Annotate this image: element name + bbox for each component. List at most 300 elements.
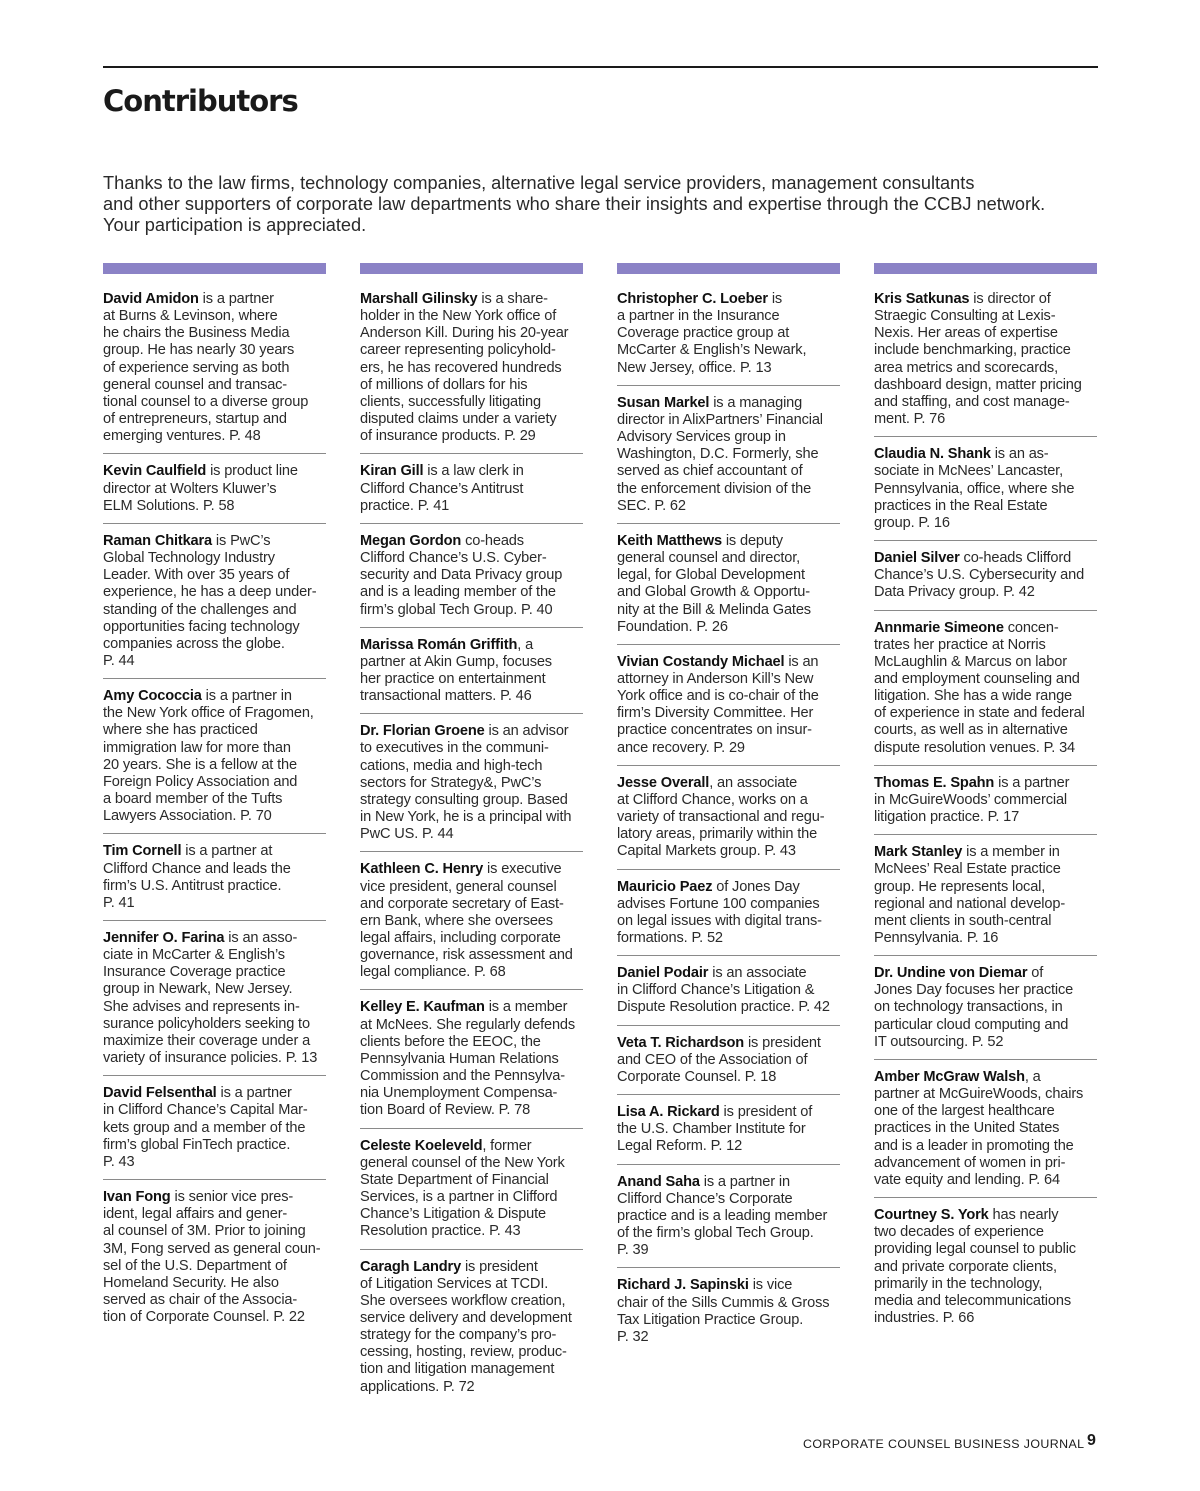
bio-line bbox=[103, 291, 326, 308]
bio-line bbox=[874, 775, 1097, 792]
bio-line: one of the largest healthcare bbox=[874, 1103, 1055, 1120]
bio-line: the enforcement division of the bbox=[617, 480, 812, 497]
bio-line: strategy for the company’s pro- bbox=[360, 1327, 557, 1344]
column-accent-bar bbox=[103, 263, 326, 274]
bio-line: of the firm’s global Tech Group. bbox=[617, 1225, 814, 1242]
contributor-entry bbox=[360, 291, 583, 445]
contributor-name: Veta T. Richardson bbox=[617, 1034, 745, 1051]
bio-line: in New York, he is a principal with bbox=[360, 809, 572, 826]
bio-text: is president of bbox=[719, 1104, 813, 1121]
bio-line: sociate in McNees’ Lancaster, bbox=[874, 463, 1063, 480]
contributor-entry bbox=[874, 610, 1097, 757]
bio-line: litigation. She has a wide range bbox=[874, 688, 1073, 705]
contributor-bio bbox=[103, 1189, 326, 1326]
contributor-entry bbox=[617, 291, 840, 377]
contributor-entry bbox=[360, 1128, 583, 1241]
page-title: Contributors bbox=[103, 84, 298, 118]
bio-line bbox=[617, 1035, 840, 1052]
bio-line: latory areas, primarily within the bbox=[617, 826, 818, 843]
column-accent-bar bbox=[360, 263, 583, 274]
contributor-entry bbox=[103, 523, 326, 670]
contributor-entry bbox=[103, 1179, 326, 1326]
bio-line: career representing policyhold- bbox=[360, 342, 556, 359]
bio-line: he chairs the Business Media bbox=[103, 325, 290, 342]
bio-line: ment. P. 76 bbox=[874, 411, 946, 428]
bio-text: of bbox=[1027, 965, 1044, 982]
bio-line: Chance’s Litigation & Dispute bbox=[360, 1206, 547, 1223]
bio-line: Homeland Security. He also bbox=[103, 1274, 279, 1291]
bio-line: group. P. 16 bbox=[874, 514, 950, 531]
contributor-entry bbox=[360, 713, 583, 843]
bio-text: is a member in bbox=[962, 844, 1060, 861]
bio-line bbox=[360, 1138, 583, 1155]
bio-line: cessing, hosting, review, produc- bbox=[360, 1344, 567, 1361]
contributor-entry bbox=[103, 920, 326, 1067]
bio-line: at McNees. She regularly defends bbox=[360, 1016, 576, 1033]
bio-text: is vice bbox=[748, 1277, 793, 1294]
bio-line bbox=[103, 930, 326, 947]
bio-line: general counsel of the New York bbox=[360, 1154, 565, 1171]
top-rule bbox=[103, 66, 1098, 68]
bio-line: dispute resolution venues. P. 34 bbox=[874, 739, 1076, 756]
contributors-column-2 bbox=[360, 263, 583, 1396]
bio-line: group. He has nearly 30 years bbox=[103, 342, 295, 359]
bio-line: of experience in state and federal bbox=[874, 705, 1085, 722]
bio-line: litigation practice. P. 17 bbox=[874, 809, 1020, 826]
contributor-bio bbox=[874, 620, 1097, 757]
contributor-name: Annmarie Simeone bbox=[874, 619, 1004, 636]
contributor-entry bbox=[360, 523, 583, 619]
bio-line: Clifford Chance’s Corporate bbox=[617, 1190, 793, 1207]
bio-line: of experience serving as both bbox=[103, 359, 290, 376]
contributor-name: Jennifer O. Farina bbox=[103, 930, 225, 946]
bio-line: two decades of experience bbox=[874, 1224, 1044, 1241]
bio-text: is an bbox=[784, 653, 819, 670]
contributor-entry bbox=[617, 523, 840, 636]
bio-line bbox=[360, 999, 583, 1016]
bio-text: is product line bbox=[206, 463, 298, 480]
bio-line: York office and is co-chair of the bbox=[617, 688, 819, 705]
bio-line: media and telecommunications bbox=[874, 1292, 1071, 1309]
contributor-bio bbox=[617, 291, 840, 377]
contributor-entry bbox=[617, 1164, 840, 1260]
bio-line: strategy consulting group. Based bbox=[360, 791, 568, 808]
bio-line: to executives in the communi- bbox=[360, 740, 549, 757]
bio-line: Foundation. P. 26 bbox=[617, 618, 728, 635]
bio-line: sel of the U.S. Department of bbox=[103, 1257, 287, 1274]
bio-line: security and Data Privacy group bbox=[360, 567, 563, 584]
bio-line bbox=[360, 291, 583, 308]
contributor-bio bbox=[617, 395, 840, 515]
contributor-entry bbox=[360, 989, 583, 1119]
bio-line: Chance’s U.S. Cybersecurity and bbox=[874, 567, 1085, 584]
contributors-column-1 bbox=[103, 263, 326, 1326]
contributor-entry bbox=[874, 1197, 1097, 1327]
bio-line: Commission and the Pennsylva- bbox=[360, 1068, 565, 1085]
bio-line: primarily in the technology, bbox=[874, 1275, 1043, 1292]
bio-line: group in Newark, New Jersey. bbox=[103, 981, 293, 998]
contributor-bio bbox=[617, 775, 840, 861]
bio-line bbox=[874, 965, 1097, 982]
bio-line: tional counsel to a diverse group bbox=[103, 393, 309, 410]
bio-line: particular cloud computing and bbox=[874, 1016, 1069, 1033]
bio-line bbox=[617, 1174, 840, 1191]
bio-line: chair of the Sills Cummis & Gross bbox=[617, 1294, 830, 1311]
bio-line: where she has practiced bbox=[103, 722, 258, 739]
bio-line: transactional matters. P. 46 bbox=[360, 688, 532, 705]
bio-line: applications. P. 72 bbox=[360, 1378, 475, 1395]
bio-line: legal, for Global Development bbox=[617, 567, 805, 584]
bio-line: 20 years. She is a fellow at the bbox=[103, 756, 297, 773]
bio-line: experience, he has a deep under- bbox=[103, 584, 317, 601]
bio-line: clients, successfully litigating bbox=[360, 393, 541, 410]
contributor-name: Mauricio Paez bbox=[617, 878, 713, 895]
contributor-name: Jesse Overall bbox=[617, 774, 710, 791]
bio-text: is a partner bbox=[994, 774, 1070, 791]
bio-text: is an asso- bbox=[224, 930, 298, 946]
bio-line bbox=[103, 843, 326, 860]
bio-line: practice. P. 41 bbox=[360, 497, 450, 514]
bio-line bbox=[874, 1069, 1097, 1086]
contributor-bio bbox=[874, 446, 1097, 532]
contributor-entry bbox=[617, 1025, 840, 1086]
contributor-bio bbox=[874, 1207, 1097, 1327]
bio-line: Clifford Chance’s Antitrust bbox=[360, 480, 524, 497]
bio-line: P. 41 bbox=[103, 894, 135, 911]
bio-line: Foreign Policy Association and bbox=[103, 773, 298, 790]
bio-line bbox=[874, 550, 1097, 567]
bio-text: is an as- bbox=[990, 446, 1049, 463]
contributor-entry bbox=[874, 291, 1097, 428]
bio-line: include benchmarking, practice bbox=[874, 342, 1071, 359]
contributor-name: Daniel Podair bbox=[617, 965, 709, 982]
contributor-bio bbox=[874, 775, 1097, 826]
contributor-bio bbox=[874, 965, 1097, 1051]
contributor-bio bbox=[617, 1104, 840, 1155]
bio-line: Anderson Kill. During his 20-year bbox=[360, 325, 569, 342]
bio-line: maximize their coverage under a bbox=[103, 1032, 311, 1049]
bio-line: advises Fortune 100 companies bbox=[617, 895, 820, 912]
bio-line: a partner in the Insurance bbox=[617, 308, 780, 325]
bio-text: is a partner in bbox=[699, 1173, 790, 1190]
contributor-bio bbox=[874, 1069, 1097, 1189]
contributor-entry bbox=[617, 385, 840, 515]
contributor-entry bbox=[617, 869, 840, 948]
bio-line: Clifford Chance’s U.S. Cyber- bbox=[360, 550, 547, 567]
bio-line bbox=[360, 861, 583, 878]
bio-line: dashboard design, matter pricing bbox=[874, 376, 1082, 393]
bio-line: Straegic Consulting at Lexis- bbox=[874, 308, 1056, 325]
contributor-name: Daniel Silver bbox=[874, 550, 960, 567]
bio-line: the U.S. Chamber Institute for bbox=[617, 1121, 806, 1138]
bio-line: 3M, Fong served as general coun- bbox=[103, 1240, 321, 1257]
contributor-entry bbox=[874, 1059, 1097, 1189]
bio-line: clients before the EEOC, the bbox=[360, 1033, 541, 1050]
bio-line bbox=[617, 533, 840, 550]
bio-line bbox=[617, 965, 840, 982]
bio-line: ern Bank, where she oversees bbox=[360, 912, 553, 929]
bio-line: ELM Solutions. P. 58 bbox=[103, 497, 235, 514]
bio-line: tion and litigation management bbox=[360, 1361, 555, 1378]
bio-line: general counsel and director, bbox=[617, 550, 801, 567]
bio-text: is a partner bbox=[198, 291, 274, 307]
bio-line: Global Technology Industry bbox=[103, 550, 275, 567]
bio-line: Clifford Chance and leads the bbox=[103, 860, 291, 877]
bio-line: McCarter & English’s Newark, bbox=[617, 342, 807, 359]
bio-line: area metrics and scorecards, bbox=[874, 359, 1058, 376]
contributor-entry bbox=[617, 644, 840, 757]
contributor-name: Ivan Fong bbox=[103, 1189, 171, 1206]
bio-line: Capital Markets group. P. 43 bbox=[617, 843, 796, 860]
bio-line: on technology transactions, in bbox=[874, 999, 1063, 1016]
column-accent-bar bbox=[874, 263, 1097, 274]
bio-line bbox=[874, 446, 1097, 463]
contributor-name: Kris Satkunas bbox=[874, 291, 970, 307]
bio-line: PwC US. P. 44 bbox=[360, 826, 454, 843]
bio-line bbox=[617, 291, 840, 308]
bio-line: of millions of dollars for his bbox=[360, 376, 528, 393]
bio-line: opportunities facing technology bbox=[103, 618, 300, 635]
contributor-entry bbox=[103, 453, 326, 514]
bio-text: , an associate bbox=[709, 774, 798, 791]
bio-text: is a member bbox=[484, 999, 568, 1016]
contributor-name: Kathleen C. Henry bbox=[360, 861, 484, 878]
contributor-name: David Amidon bbox=[103, 291, 199, 307]
bio-line bbox=[360, 723, 583, 740]
contributor-entry bbox=[103, 1075, 326, 1171]
contributor-bio bbox=[874, 291, 1097, 428]
contributor-entry bbox=[103, 291, 326, 445]
bio-text: co-heads bbox=[461, 532, 524, 549]
bio-line: Services, is a partner in Clifford bbox=[360, 1189, 558, 1206]
bio-line: advancement of women in pri- bbox=[874, 1154, 1066, 1171]
contributor-entry bbox=[103, 833, 326, 912]
bio-line: ers, he has recovered hundreds bbox=[360, 359, 562, 376]
bio-line: nity at the Bill & Melinda Gates bbox=[617, 601, 811, 618]
bio-line: tion of Corporate Counsel. P. 22 bbox=[103, 1309, 305, 1326]
contributor-name: Kelley E. Kaufman bbox=[360, 999, 485, 1016]
bio-line: tion Board of Review. P. 78 bbox=[360, 1102, 531, 1119]
bio-line: of entrepreneurs, startup and bbox=[103, 411, 287, 428]
bio-line: trates her practice at Norris bbox=[874, 636, 1046, 653]
contributor-entry bbox=[617, 955, 840, 1016]
bio-line bbox=[617, 1277, 840, 1294]
bio-line: in McGuireWoods’ commercial bbox=[874, 791, 1068, 808]
bio-text: co-heads Clifford bbox=[959, 550, 1072, 567]
bio-line: governance, risk assessment and bbox=[360, 947, 573, 964]
bio-line: She oversees workflow creation, bbox=[360, 1292, 566, 1309]
contributor-name: Keith Matthews bbox=[617, 532, 722, 549]
contributor-name: Anand Saha bbox=[617, 1173, 700, 1190]
contributor-name: Courtney S. York bbox=[874, 1207, 989, 1224]
bio-line: Dispute Resolution practice. P. 42 bbox=[617, 999, 830, 1016]
bio-line: at Clifford Chance, works on a bbox=[617, 791, 808, 808]
contributor-name: Dr. Undine von Diemar bbox=[874, 965, 1028, 982]
bio-line: Lawyers Association. P. 70 bbox=[103, 808, 272, 825]
bio-line: surance policyholders seeking to bbox=[103, 1015, 310, 1032]
contributor-bio bbox=[103, 463, 326, 514]
bio-line bbox=[360, 1259, 583, 1276]
intro-line: Your participation is appreciated. bbox=[103, 215, 367, 235]
bio-line: She advises and represents in- bbox=[103, 998, 300, 1015]
footer-journal-name: CORPORATE COUNSEL BUSINESS JOURNAL bbox=[803, 1437, 1085, 1451]
contributor-entry bbox=[617, 1267, 840, 1346]
bio-line: ance recovery. P. 29 bbox=[617, 739, 745, 756]
bio-line: Legal Reform. P. 12 bbox=[617, 1138, 743, 1155]
bio-line: legal affairs, including corporate bbox=[360, 930, 561, 946]
contributor-bio bbox=[617, 965, 840, 1016]
contributor-entry bbox=[874, 955, 1097, 1051]
bio-line: of Litigation Services at TCDI. bbox=[360, 1275, 549, 1292]
bio-line: group. He represents local, bbox=[874, 878, 1046, 895]
bio-line: Advisory Services group in bbox=[617, 429, 786, 446]
bio-line: industries. P. 66 bbox=[874, 1309, 975, 1326]
contributor-bio bbox=[617, 533, 840, 636]
contributor-entry bbox=[360, 453, 583, 514]
bio-line: holder in the New York office of bbox=[360, 308, 557, 325]
bio-line: of insurance products. P. 29 bbox=[360, 428, 536, 445]
bio-line: P. 43 bbox=[103, 1153, 135, 1170]
contributor-bio bbox=[103, 1085, 326, 1171]
contributor-bio bbox=[360, 999, 583, 1119]
bio-line bbox=[617, 879, 840, 896]
bio-line bbox=[617, 654, 840, 671]
bio-line bbox=[874, 291, 1097, 308]
contributor-name: Caragh Landry bbox=[360, 1258, 462, 1275]
bio-text: is president bbox=[744, 1034, 821, 1051]
contributor-name: Amy Cococcia bbox=[103, 688, 202, 705]
bio-line: nia Unemployment Compensa- bbox=[360, 1085, 558, 1102]
bio-line: and private corporate clients, bbox=[874, 1258, 1057, 1275]
contributor-bio bbox=[103, 843, 326, 912]
bio-line: SEC. P. 62 bbox=[617, 497, 686, 514]
contributor-name: Marissa Román Griffith bbox=[360, 636, 518, 653]
bio-line bbox=[103, 1189, 326, 1206]
bio-text: is bbox=[767, 291, 783, 307]
bio-line: and corporate secretary of East- bbox=[360, 895, 564, 912]
bio-line: and is a leading member of the bbox=[360, 584, 556, 601]
bio-line bbox=[360, 637, 583, 654]
bio-line: and Global Growth & Opportu- bbox=[617, 584, 810, 601]
contributors-column-4 bbox=[874, 263, 1097, 1327]
bio-text: is an associate bbox=[708, 965, 807, 982]
bio-line: attorney in Anderson Kill’s New bbox=[617, 670, 814, 687]
bio-line: Washington, D.C. Formerly, she bbox=[617, 446, 819, 463]
bio-line: variety of insurance policies. P. 13 bbox=[103, 1050, 318, 1067]
bio-text: is a share- bbox=[477, 291, 548, 307]
bio-line: immigration law for more than bbox=[103, 739, 291, 756]
bio-line: director at Wolters Kluwer’s bbox=[103, 480, 277, 497]
contributor-name: Raman Chitkara bbox=[103, 532, 213, 549]
contributor-name: Marshall Gilinsky bbox=[360, 291, 478, 307]
bio-line: Jones Day focuses her practice bbox=[874, 982, 1074, 999]
bio-line bbox=[874, 1207, 1097, 1224]
bio-line: and CEO of the Association of bbox=[617, 1051, 808, 1068]
bio-line bbox=[617, 1104, 840, 1121]
bio-line: Data Privacy group. P. 42 bbox=[874, 584, 1035, 601]
intro-paragraph bbox=[103, 173, 1103, 236]
bio-line: served as chair of the Associa- bbox=[103, 1291, 298, 1308]
contributor-bio bbox=[360, 291, 583, 445]
bio-line: on legal issues with digital trans- bbox=[617, 912, 822, 929]
bio-line: Pennsylvania, office, where she bbox=[874, 480, 1075, 497]
bio-line bbox=[103, 533, 326, 550]
bio-line bbox=[103, 688, 326, 705]
bio-line: director in AlixPartners’ Financial bbox=[617, 411, 823, 428]
bio-text: is a partner bbox=[216, 1085, 292, 1102]
bio-text: is president bbox=[461, 1258, 538, 1275]
bio-line bbox=[103, 463, 326, 480]
bio-line: firm’s global Tech Group. P. 40 bbox=[360, 601, 553, 618]
contributor-entry bbox=[103, 678, 326, 825]
bio-line: emerging ventures. P. 48 bbox=[103, 428, 261, 445]
bio-line: companies across the globe. bbox=[103, 635, 285, 652]
bio-line: P. 44 bbox=[103, 652, 135, 669]
bio-line: Nexis. Her areas of expertise bbox=[874, 325, 1058, 342]
bio-text: , a bbox=[517, 636, 534, 653]
bio-line: practice concentrates on insur- bbox=[617, 722, 812, 739]
contributor-name: David Felsenthal bbox=[103, 1085, 217, 1102]
contributor-entry bbox=[874, 436, 1097, 532]
bio-line: State Department of Financial bbox=[360, 1171, 549, 1188]
contributor-name: Kevin Caulfield bbox=[103, 463, 207, 480]
bio-line: sectors for Strategy&, PwC’s bbox=[360, 774, 542, 791]
bio-text: of Jones Day bbox=[712, 878, 800, 895]
bio-line: Tax Litigation Practice Group. bbox=[617, 1311, 804, 1328]
bio-line bbox=[360, 463, 583, 480]
bio-line: practice and is a leading member bbox=[617, 1207, 828, 1224]
contributor-name: Claudia N. Shank bbox=[874, 446, 991, 463]
bio-line: Corporate Counsel. P. 18 bbox=[617, 1068, 777, 1085]
bio-text: has nearly bbox=[988, 1207, 1059, 1224]
bio-text: is a law clerk in bbox=[423, 463, 524, 480]
contributor-bio bbox=[874, 550, 1097, 601]
bio-line: firm’s global FinTech practice. bbox=[103, 1136, 291, 1153]
bio-line: cations, media and high-tech bbox=[360, 757, 543, 774]
bio-line: general counsel and transac- bbox=[103, 376, 288, 393]
bio-text: is executive bbox=[483, 861, 562, 878]
bio-line: kets group and a member of the bbox=[103, 1119, 306, 1136]
contributor-bio bbox=[360, 723, 583, 843]
bio-line: Insurance Coverage practice bbox=[103, 964, 286, 981]
bio-line: in Clifford Chance’s Capital Mar- bbox=[103, 1102, 308, 1119]
bio-line: regional and national develop- bbox=[874, 895, 1066, 912]
bio-line: courts, as well as in alternative bbox=[874, 722, 1068, 739]
bio-line: at Burns & Levinson, where bbox=[103, 308, 278, 325]
bio-text: is director of bbox=[969, 291, 1051, 307]
bio-line bbox=[103, 1085, 326, 1102]
bio-line bbox=[874, 620, 1097, 637]
contributor-bio bbox=[360, 1138, 583, 1241]
contributor-name: Amber McGraw Walsh bbox=[874, 1068, 1025, 1085]
bio-line: ment clients in south-central bbox=[874, 912, 1052, 929]
bio-line: providing legal counsel to public bbox=[874, 1241, 1076, 1258]
contributor-name: Richard J. Sapinski bbox=[617, 1277, 749, 1294]
bio-line: firm’s U.S. Antitrust practice. bbox=[103, 877, 282, 894]
bio-line: ident, legal affairs and gener- bbox=[103, 1206, 288, 1223]
bio-line: and employment counseling and bbox=[874, 670, 1080, 687]
contributor-name: Lisa A. Rickard bbox=[617, 1104, 720, 1121]
bio-text: , former bbox=[482, 1137, 532, 1154]
bio-text: is a partner in bbox=[201, 688, 292, 705]
contributor-entry bbox=[874, 765, 1097, 826]
contributor-bio bbox=[360, 861, 583, 981]
contributor-bio bbox=[103, 688, 326, 825]
bio-line: P. 39 bbox=[617, 1242, 649, 1259]
bio-line: legal compliance. P. 68 bbox=[360, 964, 506, 981]
bio-line: and staffing, and cost manage- bbox=[874, 393, 1070, 410]
contributor-bio bbox=[360, 637, 583, 706]
